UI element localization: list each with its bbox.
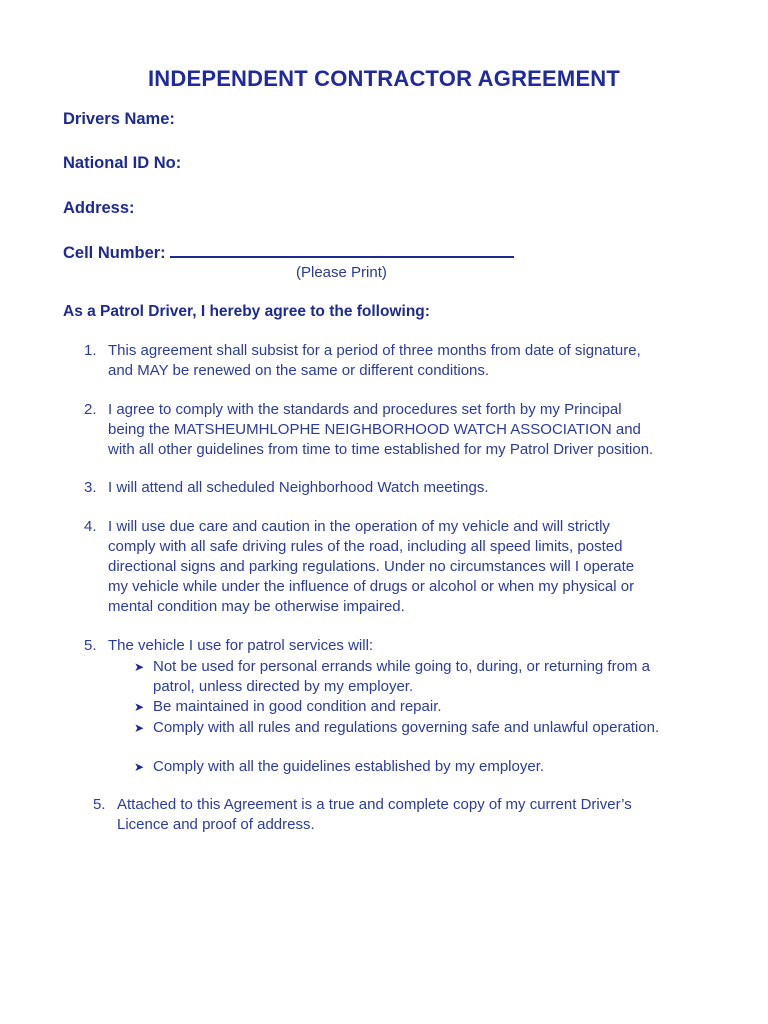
item-line: I will attend all scheduled Neighborhood Watch meetings. xyxy=(108,479,489,496)
item-text xyxy=(117,795,632,835)
bullet-text xyxy=(153,657,650,697)
item-number: 3. xyxy=(84,479,97,496)
bullet-line: patrol, unless directed by my employer. xyxy=(153,678,414,695)
item-line: Attached to this Agreement is a true and complete copy of my current Driver’s xyxy=(117,796,632,813)
item-line: The vehicle I use for patrol services will: xyxy=(108,637,374,654)
bullet-text: Comply with all the guidelines established by my employer. xyxy=(153,758,545,775)
cell-number-line xyxy=(170,242,514,258)
item-number: 4. xyxy=(84,518,97,535)
item-line: with all other guidelines from time to time established for my Patrol Driver position. xyxy=(108,441,654,458)
item-number: 5. xyxy=(84,637,97,654)
item-line: Licence and proof of address. xyxy=(117,816,315,833)
arrow-bullet-icon: ➤ xyxy=(134,721,145,735)
item-line: being the MATSHEUMHLOPHE NEIGHBORHOOD WATCH ASSOCIATION and xyxy=(108,421,641,438)
item-text xyxy=(108,517,634,617)
item-number: 2. xyxy=(84,401,97,418)
item-line: I agree to comply with the standards and procedures set forth by my Principal xyxy=(108,401,622,418)
item-text xyxy=(108,636,373,656)
item-line: mental condition may be otherwise impaired. xyxy=(108,598,405,615)
bullet-text: Comply with all rules and regulations governing safe and unlawful operation. xyxy=(153,719,660,736)
please-print-hint: (Please Print) xyxy=(296,264,387,281)
item-number: 1. xyxy=(84,342,97,359)
item-line: directional signs and parking regulations. Under no circumstances will I operate xyxy=(108,558,635,575)
item-number: 5. xyxy=(93,796,106,813)
item-text xyxy=(108,478,489,498)
bullet-line: Not be used for personal errands while going to, during, or returning from a xyxy=(153,658,650,675)
national-id-label: National ID No: xyxy=(63,154,182,172)
arrow-bullet-icon: ➤ xyxy=(134,700,145,714)
document-title: INDEPENDENT CONTRACTOR AGREEMENT xyxy=(147,66,621,91)
item-line: I will use due care and caution in the operation of my vehicle and will strictly xyxy=(108,518,610,535)
bullet-text: Be maintained in good condition and repair. xyxy=(153,698,442,715)
drivers-name-label: Drivers Name: xyxy=(63,110,175,128)
arrow-bullet-icon: ➤ xyxy=(134,760,145,774)
item-line: my vehicle while under the influence of drugs or alcohol or when my physical or xyxy=(108,578,635,595)
cell-number-field xyxy=(63,242,514,263)
item-line: and MAY be renewed on the same or different conditions. xyxy=(108,362,490,379)
cell-number-label: Cell Number: xyxy=(63,244,166,262)
intro-statement: As a Patrol Driver, I hereby agree to the following: xyxy=(63,303,430,320)
address-label: Address: xyxy=(63,199,135,217)
item-line: comply with all safe driving rules of the road, including all speed limits, posted xyxy=(108,538,623,555)
item-line: This agreement shall subsist for a period of three months from date of signature, xyxy=(108,342,641,359)
item-text xyxy=(108,400,653,460)
arrow-bullet-icon: ➤ xyxy=(134,660,145,674)
item-text xyxy=(108,341,641,381)
